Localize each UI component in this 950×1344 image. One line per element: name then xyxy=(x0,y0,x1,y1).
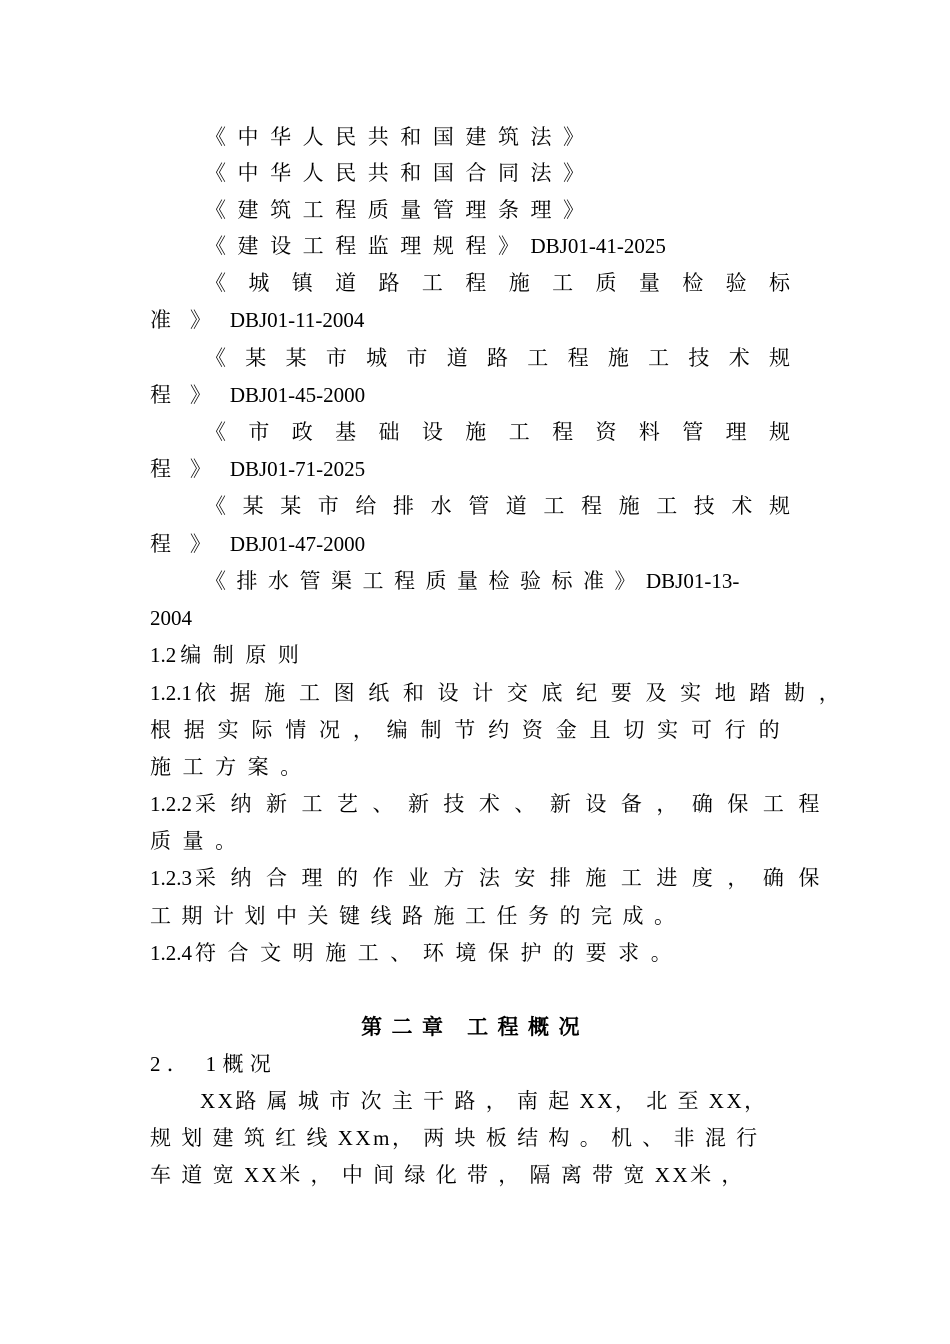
principle-1-2-1 xyxy=(150,679,844,707)
item-number: 1.2.2 xyxy=(150,792,192,816)
principle-1-2-2-end: 质量。 xyxy=(150,829,248,853)
item-text: 符合文明施工、环境保护的要求。 xyxy=(195,941,684,965)
reference-road-technical-code: 《 某 某 市 城 市 道 路 工 程 施 工 技 术 规 xyxy=(205,346,790,370)
principle-1-2-1-end: 施工方案。 xyxy=(150,755,313,779)
standard-code: DBJ01-41-2025 xyxy=(530,234,666,258)
reference-quality-regulation: 《建筑工程质量管理条理》 xyxy=(205,198,596,222)
item-text: 采 纳 新 工 艺 、 新 技 术 、 新 设 备 ， 确 保 工 程 xyxy=(195,792,824,816)
overview-paragraph-line-1: XX路 属 城 市 次 主 干 路 ， 南 起 XX， 北 至 XX， xyxy=(200,1089,768,1113)
standard-code: DBJ01-13- xyxy=(646,569,740,593)
principle-1-2-1-cont: 根 据 实 际 情 况 ， 编 制 节 约 资 金 且 切 实 可 行 的 xyxy=(150,718,784,742)
section-2-1-heading: 2． 1概况 xyxy=(150,1052,278,1076)
section-1-2-heading xyxy=(150,641,310,669)
standard-code: DBJ01-11-2004 xyxy=(229,308,365,332)
principle-1-2-3-end: 工期计划中关键线路施工任务的完成。 xyxy=(150,904,686,928)
reference-road-technical-code-cont xyxy=(150,381,365,409)
standard-code: DBJ01-45-2000 xyxy=(229,383,366,407)
overview-paragraph-line-3: 车 道 宽 XX米 ， 中 间 绿 化 带 ， 隔 离 带 宽 XX米 ， xyxy=(150,1163,745,1187)
reference-road-quality-standard: 《 城 镇 道 路 工 程 施 工 质 量 检 验 标 xyxy=(205,271,790,295)
reference-municipal-records-code: 《 市 政 基 础 设 施 工 程 资 料 管 理 规 xyxy=(205,420,790,444)
item-number: 1.2.1 xyxy=(150,681,192,705)
section-title: 编制原则 xyxy=(180,643,311,667)
principle-1-2-4 xyxy=(150,939,683,967)
item-text: 采 纳 合 理 的 作 业 方 法 安 排 施 工 进 度 ， 确 保 xyxy=(195,866,824,890)
principle-1-2-3 xyxy=(150,864,824,892)
standard-code-year: 2004 xyxy=(150,606,192,630)
item-number: 1.2.3 xyxy=(150,866,192,890)
reference-construction-law: 《中华人民共和国建筑法》 xyxy=(205,125,596,149)
reference-title: 《建设工程监理规程》 xyxy=(205,234,531,258)
standard-code: DBJ01-47-2000 xyxy=(229,532,366,556)
reference-contract-law: 《中华人民共和国合同法》 xyxy=(205,161,596,185)
reference-road-quality-standard-cont xyxy=(150,306,364,334)
reference-title-tail: 程》 xyxy=(150,532,230,556)
chapter-2-heading: 第二章 工程概况 xyxy=(361,1015,589,1039)
reference-municipal-records-code-cont xyxy=(150,455,365,483)
item-text: 依 据 施 工 图 纸 和 设 计 交 底 纪 要 及 实 地 踏 勘 ， xyxy=(195,681,844,705)
reference-title-tail: 准》 xyxy=(150,308,230,332)
item-number: 1.2.4 xyxy=(150,941,192,965)
overview-paragraph-line-2: 规 划 建 筑 红 线 XXm， 两 块 板 结 构 。 机 、 非 混 行 xyxy=(150,1126,760,1150)
standard-code: DBJ01-71-2025 xyxy=(229,457,366,481)
reference-drainage-quality-standard xyxy=(205,567,739,595)
reference-pipeline-technical-code-cont xyxy=(150,530,365,558)
reference-title: 《排水管渠工程质量检验标准》 xyxy=(205,569,646,593)
reference-title-tail: 程》 xyxy=(150,383,230,407)
principle-1-2-2 xyxy=(150,790,824,818)
reference-supervision-code xyxy=(205,232,666,260)
reference-pipeline-technical-code: 《 某 某 市 给 排 水 管 道 工 程 施 工 技 术 规 xyxy=(205,494,790,518)
section-number: 1.2 xyxy=(150,643,177,667)
reference-title-tail: 程》 xyxy=(150,457,230,481)
